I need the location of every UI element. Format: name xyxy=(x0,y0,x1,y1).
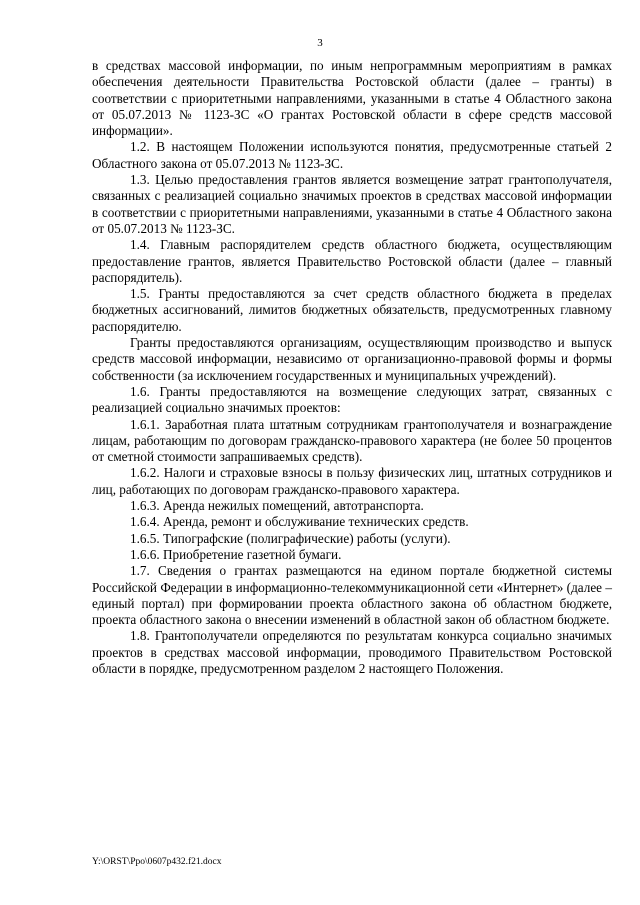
paragraph-1-6-1: 1.6.1. Заработная плата штатным сотрудникам грантополучателя и вознаграждение лицам, работающим по договорам гражданско-правового характера (не более 50 процентов от сметной стоимости запрашиваемых средств). xyxy=(92,416,612,465)
paragraph-1-6-3: 1.6.3. Аренда нежилых помещений, автотранспорта. xyxy=(130,498,424,514)
page-number: 3 xyxy=(317,37,323,49)
paragraph-1-5: 1.5. Гранты предоставляются за счет средств областного бюджета в пределах бюджетных ассигнований, лимитов бюджетных обязательств, предусмотренных главному распорядителю. xyxy=(92,286,612,334)
paragraph-continuation: в средствах массовой информации, по иным непрограммным мероприятиям в рамках обеспечения деятельности Правительства Ростовской области (далее – гранты) в соответствии с приоритетными направлениями, указанными в статье 4 Областного закона от 05.07.2013 № 1123-ЗС «О грантах Ростовской области в сфере средств массовой информации». xyxy=(92,58,612,139)
document-body xyxy=(92,58,612,677)
paragraph-1-6-2: 1.6.2. Налоги и страховые взносы в пользу физических лиц, штатных сотрудников и лиц, работающих по договорам гражданско-правового характера. xyxy=(92,465,612,497)
paragraph-1-6: 1.6. Гранты предоставляются на возмещение следующих затрат, связанных с реализацией социально значимых проектов: xyxy=(92,383,612,416)
paragraph-1-6-6: 1.6.6. Приобретение газетной бумаги. xyxy=(130,546,342,562)
paragraph-1-8: 1.8. Грантополучатели определяются по результатам конкурса социально значимых проектов в средствах массовой информации, проводимого Правительством Ростовской области в порядке, предусмотренном разделом 2 настоящего Положения. xyxy=(92,628,612,676)
paragraph-1-2: 1.2. В настоящем Положении используются понятия, предусмотренные статьей 2 Областного закона от 05.07.2013 № 1123-ЗС. xyxy=(92,139,612,171)
paragraph-1-3: 1.3. Целью предоставления грантов является возмещение затрат грантополучателя, связанных с реализацией социально значимых проектов в средствах массовой информации в соответствии с приоритетными направлениями, указанными в статье 4 Областного закона от 05.07.2013 № 1123-ЗС. xyxy=(92,172,612,236)
paragraph-grant-recipients: Гранты предоставляются организациям, осуществляющим производство и выпуск средств массовой информации, независимо от организационно-правовой формы и формы собственности (за исключением государственных и муниципальных учреждений). xyxy=(92,335,612,383)
paragraph-1-6-5: 1.6.5. Типографские (полиграфические) работы (услуги). xyxy=(130,530,451,546)
paragraph-1-6-4: 1.6.4. Аренда, ремонт и обслуживание технических средств. xyxy=(130,514,469,530)
footer-file-path: Y:\ORST\Ppo\0607p432.f21.docx xyxy=(92,857,222,867)
paragraph-1-4: 1.4. Главным распорядителем средств областного бюджета, осуществляющим предоставление грантов, является Правительство Ростовской области (далее – главный распорядитель). xyxy=(92,237,612,285)
paragraph-1-7: 1.7. Сведения о грантах размещаются на едином портале бюджетной системы Российской Федерации в информационно-телекоммуникационной сети «Интернет» (далее – единый портал) при формировании проекта областного закона об областном бюджете, проекта областного закона о внесении изменений в областной закон об областном бюджете. xyxy=(92,563,612,628)
